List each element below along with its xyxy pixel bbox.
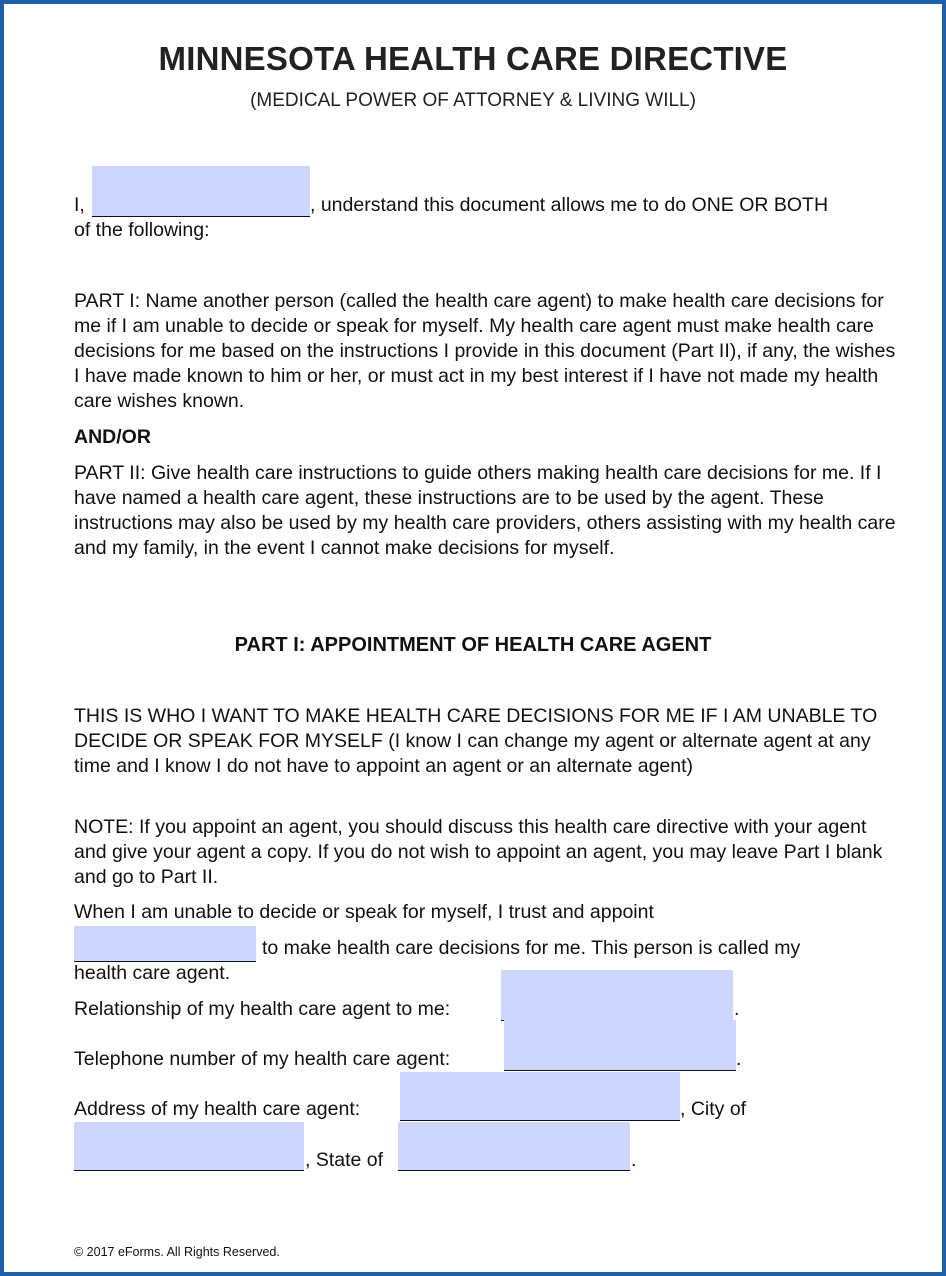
andor-label: AND/OR [74,426,151,448]
part1-description: PART I: Name another person (called the health care agent) to make health care decisions for me if I am unable to decide or speak for myself. My health care agent must make health care decisions for me based on the instructions I provide in this document (Part II), if any, the wishes I have made known to him or her, or must act in my best interest if I have not made my health care wishes known. [74,290,896,412]
document-page [4,4,942,1272]
copyright-footer: © 2017 eForms. All Rights Reserved. [74,1245,280,1259]
state-label: , State of [305,1149,384,1171]
note-text: NOTE: If you appoint an agent, you should discuss this health care directive with your agent and give your agent a copy. If you do not wish to appoint an agent, you may leave Part I blank and go to Part II. [74,816,883,888]
telephone-field[interactable] [504,1020,736,1071]
state-field[interactable] [398,1122,630,1171]
state-period: . [631,1149,637,1171]
telephone-period: . [736,1048,742,1070]
intro-prefix: I, [74,194,85,216]
relationship-period: . [734,998,740,1020]
telephone-label: Telephone number of my health care agent: [74,1048,451,1070]
city-field[interactable] [74,1122,304,1171]
city-label: , City of [680,1098,747,1120]
address-label: Address of my health care agent: [74,1098,361,1120]
document-title: MINNESOTA HEALTH CARE DIRECTIVE [158,40,788,77]
relationship-field[interactable] [501,970,733,1021]
appoint-line3: health care agent. [74,962,231,984]
section-heading: PART I: APPOINTMENT OF HEALTH CARE AGENT [234,634,712,656]
appoint-line: When I am unable to decide or speak for myself, I trust and appoint [74,901,654,923]
part2-description: PART II: Give health care instructions to guide others making health care decisions for me. If I have named a health care agent, these instructions are to be used by the agent. These instructions may also be used by my health care providers, others assisting with my health care and my family, in the event I cannot make decisions for myself. [74,462,896,559]
document-subtitle: (MEDICAL POWER OF ATTORNEY & LIVING WILL) [250,90,696,111]
address-field[interactable] [400,1072,680,1121]
agent-name-field[interactable] [74,926,256,962]
intro-suffix: , understand this document allows me to do ONE OR BOTH [310,194,829,216]
appoint-suffix: to make health care decisions for me. This person is called my [262,937,801,959]
intro-line2: of the following: [74,219,210,241]
agent-who-text: THIS IS WHO I WANT TO MAKE HEALTH CARE DECISIONS FOR ME IF I AM UNABLE TO DECIDE OR SPEAK FOR MYSELF (I know I can change my agent or alternate agent at any time and I know I do not have to appoint an agent or an alternate agent) [74,705,878,777]
declarant-name-field[interactable] [92,166,310,217]
relationship-label: Relationship of my health care agent to me: [74,998,451,1020]
